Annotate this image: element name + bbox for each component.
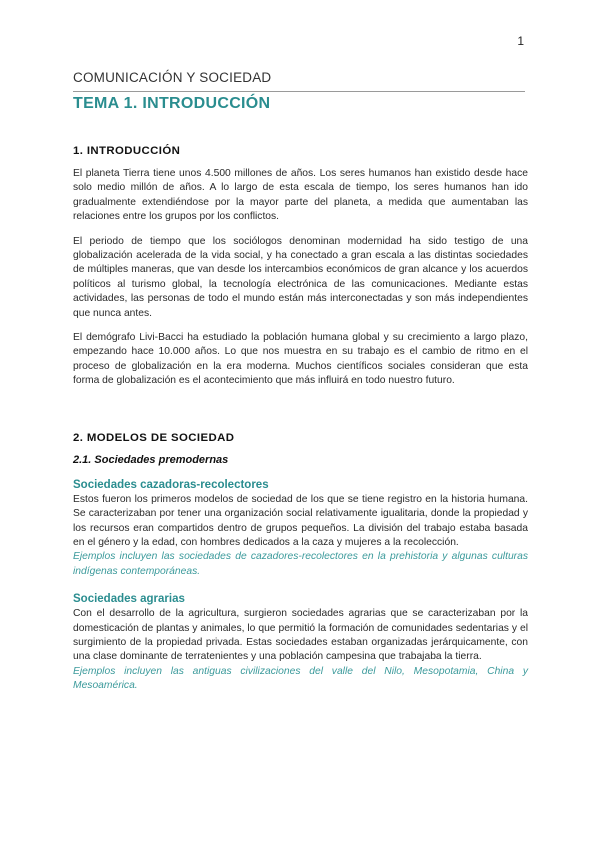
section-heading: 1. INTRODUCCIÓN (73, 145, 181, 157)
example-text: Ejemplos incluyen las antiguas civilizaciones del valle del Nilo, Mesopotamia, China y Mesoamérica. (73, 665, 528, 692)
course-title: COMUNICACIÓN Y SOCIEDAD (73, 70, 525, 92)
subsection-cazadoras-recolectores (73, 479, 528, 579)
paragraph: El planeta Tierra tiene unos 4.500 millones de años. Los seres humanos han existido desde hace solo medio millón de años. A lo largo de esta escala de tiempo, los seres humanos han ido gradualmente extendiéndose por la mayor parte del planeta, a medida que aumentaban las relaciones entre los grupos por los conflictos. (73, 168, 528, 223)
paragraph: El demógrafo Livi-Bacci ha estudiado la población humana global y su crecimiento a largo plazo, empezando hace 10.000 años. Lo que nos muestra en su trabajo es el cambio de ritmo en el proceso de globalización en la era moderna. Muchos científicos sociales consideran que esta forma de globalización es el acontecimiento que más influirá en todo nuestro futuro. (73, 332, 528, 387)
subsection-title: Sociedades cazadoras-recolectores (73, 478, 269, 491)
example-text: Ejemplos incluyen las sociedades de cazadores-recolectores en la prehistoria y algunas culturas indígenas contemporáneas. (73, 551, 528, 577)
section-introduccion (73, 145, 528, 389)
subsection-title: Sociedades agrarias (73, 593, 185, 606)
page-number: 1 (517, 34, 524, 48)
subsection-agrarias (73, 593, 528, 693)
paragraph: Con el desarrollo de la agricultura, surgieron sociedades agrarias que se caracterizaban por la domesticación de plantas y animales, lo que permitió la formación de comunidades sedentarias y el surgimiento de la propiedad privada. Estas sociedades estaban organizadas jerárquicamente, con una clase dominante de terratenientes y una población campesina que trabajaba la tierra. (73, 608, 528, 663)
subsection-heading: 2.1. Sociedades premodernas (73, 453, 229, 466)
paragraph: Estos fueron los primeros modelos de sociedad de los que se tiene registro en la historia humana. Se caracterizaban por tener una organización social relativamente igualitaria, donde la propiedad y los recursos eran compartidos dentro de grupos pequeños. La división del trabajo estaba basada en el género y la edad, con hombres dedicados a la caza y mujeres a la recolección. (73, 493, 528, 548)
unit-title: TEMA 1. INTRODUCCIÓN (73, 95, 271, 112)
document-body (73, 145, 528, 694)
paragraph: El periodo de tiempo que los sociólogos denominan modernidad ha sido testigo de una globalización acelerada de la vida social, y ha conectado a gran escala a las distintas sociedades de múltiples maneras, que van desde los intercambios económicos de gran alcance y los acuerdos políticos al turismo global, la tecnología electrónica de las comunicaciones. Mediante estas actividades, las personas de todo el mundo están más interconectadas y son más independientes que nunca antes. (73, 235, 528, 319)
section-modelos-de-sociedad (73, 432, 528, 694)
section-heading: 2. MODELOS DE SOCIEDAD (73, 431, 235, 444)
